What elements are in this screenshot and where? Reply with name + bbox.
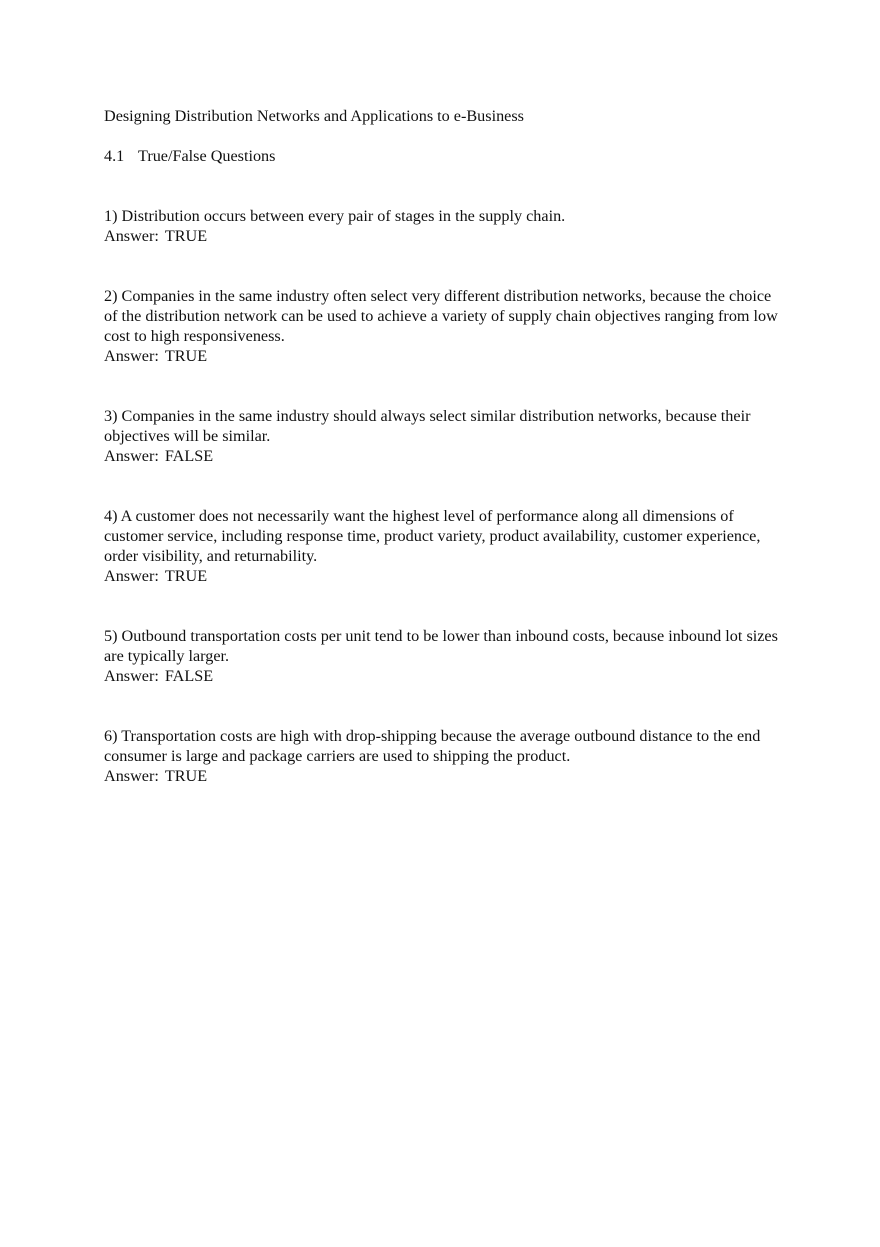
- question-text: 4) A customer does not necessarily want the highest level of performance along all dimensions of customer service, including response time, product variety, product availability, customer experience, order visibility, and returnability.: [104, 507, 761, 565]
- answer-value: TRUE: [164, 227, 208, 245]
- document-page: [104, 106, 784, 786]
- question-1: [104, 206, 784, 246]
- answer-value: TRUE: [164, 347, 208, 365]
- answer-value: TRUE: [164, 767, 208, 785]
- answer-label: Answer:: [104, 447, 159, 465]
- question-6: [104, 726, 784, 786]
- question-text: 6) Transportation costs are high with drop-shipping because the average outbound distance to the end consumer is large and package carriers are used to shipping the product.: [104, 727, 761, 765]
- question-3: [104, 406, 784, 466]
- question-text: 2) Companies in the same industry often select very different distribution networks, because the choice of the distribution network can be used to achieve a variety of supply chain objectives ranging from low cost to high responsiveness.: [104, 287, 778, 345]
- document-title: Designing Distribution Networks and Applications to e-Business: [104, 107, 524, 125]
- answer-label: Answer:: [104, 667, 159, 685]
- answer-value: TRUE: [164, 567, 208, 585]
- answer-label: Answer:: [104, 567, 159, 585]
- answer-label: Answer:: [104, 767, 159, 785]
- section-number: 4.1: [104, 147, 125, 165]
- answer-label: Answer:: [104, 347, 159, 365]
- answer-line: [104, 666, 784, 686]
- answer-line: [104, 766, 784, 786]
- question-text: 3) Companies in the same industry should always select similar distribution networks, because their objectives will be similar.: [104, 407, 751, 445]
- answer-line: [104, 226, 784, 246]
- section-title: True/False Questions: [138, 147, 276, 165]
- question-text: 1) Distribution occurs between every pair of stages in the supply chain.: [104, 207, 566, 225]
- answer-line: [104, 446, 784, 466]
- answer-value: FALSE: [164, 447, 214, 465]
- question-4: [104, 506, 784, 586]
- question-5: [104, 626, 784, 686]
- question-2: [104, 286, 784, 366]
- answer-value: FALSE: [164, 667, 214, 685]
- answer-line: [104, 346, 784, 366]
- section-heading: [104, 146, 784, 166]
- question-text: 5) Outbound transportation costs per unit tend to be lower than inbound costs, because inbound lot sizes are typically larger.: [104, 627, 778, 665]
- answer-line: [104, 566, 784, 586]
- answer-label: Answer:: [104, 227, 159, 245]
